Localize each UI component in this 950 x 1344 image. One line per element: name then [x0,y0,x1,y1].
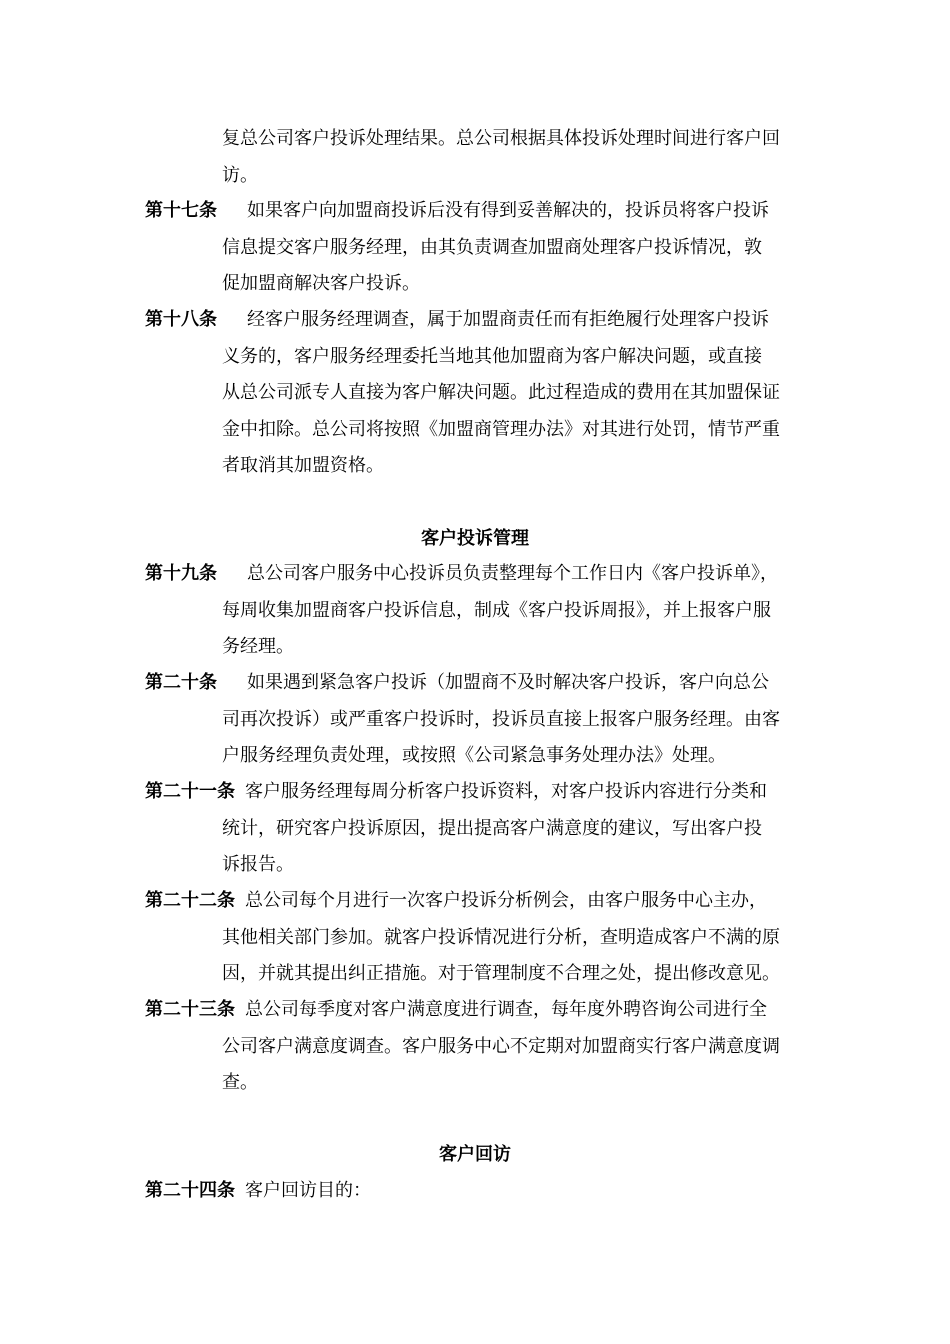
article-20-line-1: 如果遇到紧急客户投诉（加盟商不及时解决客户投诉，客户向总公 [247,672,769,693]
article-19-line-3: 务经理。 [222,636,294,657]
article-24-line-1: 客户回访目的： [245,1180,371,1201]
article-21-line-2: 统计，研究客户投诉原因，提出提高客户满意度的建议，写出客户投 [222,818,762,839]
article-22-line-2: 其他相关部门参加。就客户投诉情况进行分析，查明造成客户不满的原 [222,927,780,948]
article-18-line-2: 义务的，客户服务经理委托当地其他加盟商为客户解决问题，或直接 [222,346,762,367]
article-18-line-3: 从总公司派专人直接为客户解决问题。此过程造成的费用在其加盟保证 [222,382,780,403]
article-21-label: 第二十一条 [145,781,235,802]
article-20-line-3: 户服务经理负责处理，或按照《公司紧急事务处理办法》处理。 [222,745,726,766]
section-title-customer-visit: 客户回访 [439,1144,511,1165]
article-18-line-4: 金中扣除。总公司将按照《加盟商管理办法》对其进行处罚，情节严重 [222,419,780,440]
article-22-line-1: 总公司每个月进行一次客户投诉分析例会，由客户服务中心主办， [245,890,767,911]
continuation-line-2: 访。 [222,165,258,186]
article-23-line-2: 公司客户满意度调查。客户服务中心不定期对加盟商实行客户满意度调 [222,1036,780,1057]
article-18-label: 第十八条 [145,309,217,330]
article-18-line-5: 者取消其加盟资格。 [222,455,384,476]
continuation-line-1: 复总公司客户投诉处理结果。总公司根据具体投诉处理时间进行客户回 [222,128,780,149]
article-21-line-1: 客户服务经理每周分析客户投诉资料，对客户投诉内容进行分类和 [245,781,767,802]
article-18-line-1: 经客户服务经理调查，属于加盟商责任而有拒绝履行处理客户投诉 [247,309,769,330]
article-19-label: 第十九条 [145,563,217,584]
article-23-label: 第二十三条 [145,999,235,1020]
article-19-line-1: 总公司客户服务中心投诉员负责整理每个工作日内《客户投诉单》， [247,563,778,584]
article-24-label: 第二十四条 [145,1180,235,1201]
article-22-label: 第二十二条 [145,890,235,911]
article-21-line-3: 诉报告。 [222,854,294,875]
article-23-line-3: 查。 [222,1072,258,1093]
article-22-line-3: 因，并就其提出纠正措施。对于管理制度不合理之处，提出修改意见。 [222,963,780,984]
article-20-line-2: 司再次投诉）或严重客户投诉时，投诉员直接上报客户服务经理。由客 [222,709,780,730]
article-19-line-2: 每周收集加盟商客户投诉信息，制成《客户投诉周报》，并上报客户服 [222,600,771,621]
article-20-label: 第二十条 [145,672,217,693]
article-17-line-1: 如果客户向加盟商投诉后没有得到妥善解决的，投诉员将客户投诉 [247,200,769,221]
article-23-line-1: 总公司每季度对客户满意度进行调查，每年度外聘咨询公司进行全 [245,999,767,1020]
section-title-complaint-management: 客户投诉管理 [421,528,529,549]
article-17-line-2: 信息提交客户服务经理，由其负责调查加盟商处理客户投诉情况，敦 [222,237,762,258]
article-17-label: 第十七条 [145,200,217,221]
article-17-line-3: 促加盟商解决客户投诉。 [222,273,420,294]
